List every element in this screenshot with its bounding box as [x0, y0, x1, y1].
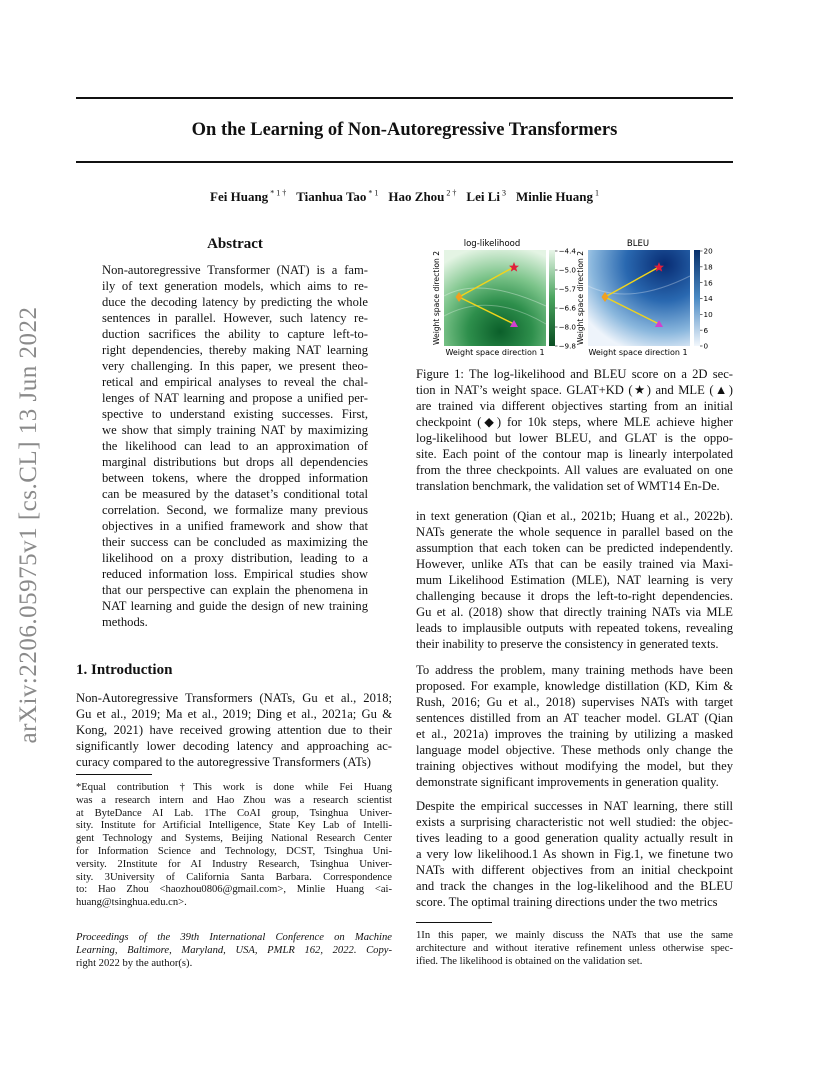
likelihood-footnote	[416, 930, 733, 968]
author-affiliation-marks: 1	[592, 189, 599, 198]
bleu-xlabel: Weight space direction 1	[588, 348, 688, 357]
body-line: sentences distilled from an AT teacher model. GLAT (Qian	[416, 711, 733, 725]
loglik-ylabel: Weight space direction 2	[432, 250, 441, 346]
abstract-line: ily of text generation models, which aims to re-	[102, 279, 368, 293]
loglik-colorbar-ticks	[555, 247, 576, 351]
body-line: Gu et al. (2018) show that directly training NATs via MLE	[416, 605, 733, 619]
figure-1-plots	[430, 236, 726, 360]
footnote-line: gent Technology and Systems, Beijing National Research Center	[76, 833, 392, 845]
abstract-line: spective to understand existing successes. First,	[102, 407, 368, 421]
abstract-heading: Abstract	[207, 236, 263, 252]
caption-line: tion in NAT’s weight space. GLAT+KD (★) and MLE (▲)	[416, 383, 733, 397]
abstract-line: sentences in parallel. However, such latency re-	[102, 311, 368, 325]
abstract-line: lenges of NAT learning and propose a unified per-	[102, 391, 368, 405]
author-name: Minlie Huang	[516, 189, 593, 205]
caption-line: log-likelihood but lower BLEU, and GLAT is the oppo-	[416, 431, 733, 445]
abstract-line: we show that simply training NAT by maximizing	[102, 423, 368, 437]
abstract-line: marginal distributions but drops all dependencies	[102, 455, 368, 469]
bleu-colorbar	[694, 250, 700, 346]
footnote-line: sity. 3University of California Santa Barbara. Correspondence	[76, 871, 392, 883]
abstract-line: Non-autoregressive Transformer (NAT) is a fam-	[102, 263, 368, 277]
bleu-ylabel: Weight space direction 2	[576, 250, 585, 346]
loglik-colorbar-tick-label: −5.0	[558, 265, 576, 275]
right-paragraph-1	[416, 508, 733, 652]
caption-line: are trained via different objectives starting from an initial	[416, 399, 733, 413]
loglik-colorbar-tick-label: −9.8	[558, 341, 576, 351]
author-affiliation-marks: * 1	[366, 189, 379, 198]
proceedings-line: right 2022 by the author(s).	[76, 957, 193, 969]
author	[466, 189, 506, 204]
body-line: and track the changes in the log-likelihood and the BLEU	[416, 879, 733, 893]
caption-line: checkpoint (◆) for 10k steps, where MLE achieve higher	[416, 415, 733, 429]
body-line: language model objective. These methods only change the	[416, 743, 733, 757]
proceedings-note	[76, 932, 392, 970]
author-name: Hao Zhou	[388, 189, 445, 205]
body-line: mum Likelihood Estimation (MLE), NAT learning is very	[416, 573, 733, 587]
figure-1	[430, 236, 726, 360]
bleu-colorbar-ticks	[700, 247, 713, 351]
body-line: leads to implausible outputs with repeated tokens, revealing	[416, 621, 733, 635]
intro-line: Kong, 2021) have received growing attention due to their	[76, 723, 392, 737]
caption-line: site. Each point of the contour map is linearly interpolated	[416, 447, 733, 461]
footnote-line: huang@tsinghua.edu.cn>.	[76, 897, 187, 909]
body-line: proposed. For example, knowledge distillation (KD, Kim &	[416, 679, 733, 693]
loglik-colorbar-tick-label: −5.7	[558, 284, 576, 294]
abstract-line: their success can be concluded as maximizing the	[102, 535, 368, 549]
bleu-colorbar-tick-label: 10	[703, 309, 713, 319]
proceedings-line: Proceedings of the 39th International Conference on Machine	[76, 932, 392, 943]
body-line: tives leading to a good generation quality actually result in	[416, 831, 733, 845]
author	[210, 189, 286, 204]
body-line: Rush, 2016; Gu et al., 2018) supervises NATs with target	[416, 695, 733, 709]
author-name: Tianhua Tao	[296, 189, 367, 205]
arxiv-stamp	[9, 290, 49, 760]
caption-line: from the three checkpoints. All values are evaluated on one	[416, 463, 733, 477]
footnote-line: was a research intern and Hao Zhou was a research scientist	[76, 794, 392, 806]
abstract-line: likelihood on a proxy distribution, leading to a	[102, 551, 368, 565]
intro-body	[76, 690, 392, 770]
intro-heading: 1. Introduction	[76, 662, 173, 678]
bleu-colorbar-tick-label: 0	[703, 341, 709, 351]
bleu-colorbar-tick-label: 18	[703, 262, 713, 272]
panel-title-bleu: BLEU	[626, 239, 650, 249]
body-line: NATs with different objectives from an initial checkpoint	[416, 863, 733, 877]
author-name: Fei Huang	[210, 189, 269, 205]
body-line: et al., 2021a) improves the training by utilizing a masked	[416, 727, 733, 741]
footnote-line: versity. 2Institute for AI Industry Research, Tsinghua Univer-	[76, 858, 392, 870]
top-rule	[76, 97, 733, 99]
loglik-colorbar	[549, 250, 555, 346]
abstract-line: can be measured by the dataset’s conditional total	[102, 487, 368, 501]
abstract-line: correlation. Second, we formalize many previous	[102, 503, 368, 517]
title-rule	[76, 161, 733, 163]
intro-line: Non-Autoregressive Transformers (NATs, Gu et al., 2018;	[76, 691, 392, 705]
footnote-line: to: Hao Zhou <haozhou0806@gmail.com>, Minlie Huang <ai-	[76, 884, 392, 896]
bleu-colorbar-tick-label: 6	[703, 325, 709, 335]
proceedings-line: Learning, Baltimore, Maryland, USA, PMLR 162, 2022. Copy-	[76, 944, 392, 956]
abstract-body	[102, 262, 368, 630]
intro-line: curacy compared to the autoregressive Transformers (ATs)	[76, 755, 371, 769]
intro-line: significantly lower decoding latency and approaching ac-	[76, 739, 392, 753]
body-line: assumption that each token can be predicted independently.	[416, 541, 733, 555]
footnote-line: sity. Institute for Artificial Intelligence, State Key Lab of Intelli-	[76, 820, 392, 832]
abstract-line: duce the decoding latency by predicting the whole	[102, 295, 368, 309]
abstract-line: retical and empirical analyses to reveal the chal-	[102, 375, 368, 389]
abstract-line: between tokens, where the dropped information	[102, 471, 368, 485]
footnote-line: for Information Science and Technology, DCST, Tsinghua Uni-	[76, 845, 392, 857]
abstract-line: reduced information loss. Empirical studies show	[102, 567, 368, 581]
footnote-line: ified. The likelihood is obtained on the validation set.	[416, 955, 643, 967]
footnote-line: 1In this paper, we mainly discuss the NATs that use the same	[416, 930, 733, 941]
intro-line: Gu et al., 2019; Ma et al., 2019; Ding et al., 2021a; Gu &	[76, 707, 392, 721]
footnote-line: architecture and without iterative refinement unless otherwise spec-	[416, 942, 733, 954]
loglik-colorbar-tick-label: −8.0	[558, 322, 576, 332]
abstract-line: very challenging. In this paper, we present theo-	[102, 359, 368, 373]
author	[516, 189, 599, 204]
caption-line: Figure 1: The log-likelihood and BLEU score on a 2D sec-	[416, 367, 733, 381]
footnote-rule-right	[416, 922, 492, 923]
body-line: Despite the empirical successes in NAT learning, there still	[416, 799, 733, 813]
abstract-line: NAT learning and guide the design of new training	[102, 599, 368, 613]
loglik-colorbar-tick-label: −4.4	[558, 246, 576, 256]
body-line: in text generation (Qian et al., 2021b; Huang et al., 2022b).	[416, 509, 733, 523]
body-line: challenging because it drops the left-to-right dependencies.	[416, 589, 733, 603]
right-paragraph-2	[416, 662, 733, 790]
bleu-colorbar-tick-label: 14	[703, 294, 713, 304]
author-list	[76, 189, 733, 205]
body-line: demonstrate significant improvements in generation quality.	[416, 775, 719, 789]
body-line: To address the problem, many training methods have been	[416, 663, 733, 677]
abstract-line: right dependencies, thereby making NAT learning	[102, 343, 368, 357]
abstract-line: that our perspective can explain the phenomena in	[102, 583, 368, 597]
abstract-line: duction sacrifices the ability to capture left-to-	[102, 327, 368, 341]
body-line: However, unlike ATs that can be easily trained via Maxi-	[416, 557, 733, 571]
body-line: training objectives without modifying the model, but they	[416, 759, 733, 773]
author-name: Lei Li	[466, 189, 501, 205]
author	[296, 189, 378, 204]
author-affiliation-marks: * 1 †	[268, 189, 287, 198]
footnote-line: at ByteDance AI Lab. 1The CoAI group, Tsinghua Univer-	[76, 807, 392, 819]
affiliation-footnote	[76, 782, 392, 910]
bleu-colorbar-tick-label: 20	[703, 246, 713, 256]
right-paragraph-3	[416, 798, 733, 910]
figure-caption	[416, 366, 733, 494]
author	[388, 189, 456, 204]
arxiv-stamp-text: arXiv:2206.05975v1 [cs.CL] 13 Jun 2022	[15, 306, 42, 744]
body-line: a very low likelihood.1 As shown in Fig.1, we finetune two	[416, 847, 733, 861]
body-line: exists a surprising characteristic not well studied: the objec-	[416, 815, 733, 829]
caption-line: translation benchmark, the validation set of WMT14 En-De.	[416, 479, 720, 493]
footnote-line: *Equal contribution †This work is done while Fei Huang	[76, 782, 392, 793]
loglik-xlabel: Weight space direction 1	[445, 348, 545, 357]
body-line: score. The optimal training directions under the two metrics	[416, 895, 718, 909]
bleu-colorbar-tick-label: 16	[703, 278, 713, 288]
abstract-line: the likelihood can lead to an approximation of	[102, 439, 368, 453]
body-line: their inability to preserve the consistency in generated texts.	[416, 637, 719, 651]
body-line: NATs generate the whole sequence in parallel based on the	[416, 525, 733, 539]
paper-title: On the Learning of Non-Autoregressive Transformers	[191, 120, 618, 140]
author-affiliation-marks: 3	[500, 189, 507, 198]
author-affiliation-marks: 2 †	[444, 189, 457, 198]
footnote-rule-left	[76, 774, 152, 775]
panel-title-loglik: log-likelihood	[463, 239, 521, 249]
loglik-colorbar-tick-label: −6.6	[558, 303, 576, 313]
abstract-line: methods.	[102, 615, 148, 629]
abstract-line: objectives in a unified framework and show that	[102, 519, 368, 533]
